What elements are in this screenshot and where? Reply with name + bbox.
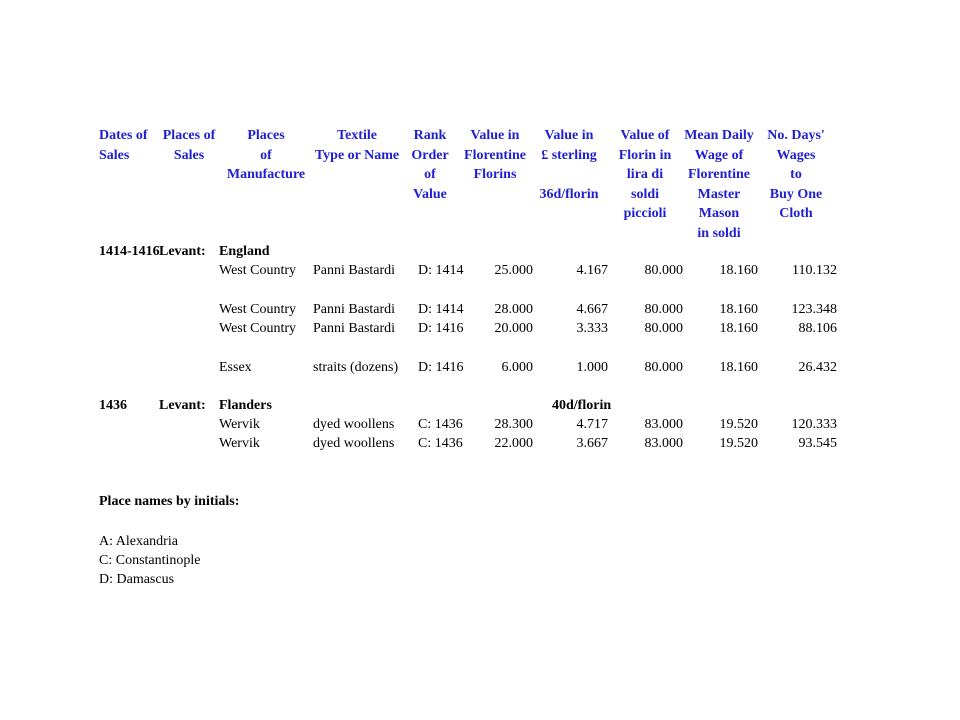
header-places-of-manufacture: Places of Manufacture (226, 128, 306, 182)
group1-origin: England (219, 244, 270, 259)
cell-manufacture: Wervik (219, 436, 260, 451)
cell-wage: 18.160 (719, 321, 758, 336)
cell-sterling: 3.667 (576, 436, 608, 451)
cell-manufacture: West Country (219, 321, 297, 336)
header-value-florentine-florins: Value in Florentine Florins (464, 128, 526, 182)
cell-wage: 19.520 (719, 417, 758, 432)
header-days-wages: No. Days' Wages to Buy One Cloth (767, 128, 825, 221)
header-dates-of-sales: Dates of Sales (99, 128, 148, 163)
cell-lira: 83.000 (644, 436, 683, 451)
header-value-of-florin: Value of Florin in lira di soldi piccioli (618, 128, 672, 221)
cell-days: 26.432 (798, 360, 837, 375)
cell-days: 110.132 (792, 263, 837, 278)
cell-sterling: 4.167 (576, 263, 608, 278)
legend-title: Place names by initials: (99, 494, 240, 509)
cell-textile: dyed woollens (313, 417, 395, 432)
cell-rank: D: 1414 (418, 263, 464, 278)
legend-item: C: Constantinople (99, 553, 201, 568)
cell-textile: dyed woollens (313, 436, 395, 451)
cell-lira: 83.000 (644, 417, 683, 432)
cell-lira: 80.000 (644, 302, 683, 317)
cell-sterling: 3.333 (576, 321, 608, 336)
group2-rate-note: 40d/florin (552, 398, 612, 413)
cell-days: 88.106 (798, 321, 837, 336)
cell-florins: 28.300 (494, 417, 533, 432)
cell-lira: 80.000 (644, 360, 683, 375)
cell-textile: Panni Bastardi (313, 321, 396, 336)
cell-textile: Panni Bastardi (313, 263, 396, 278)
header-value-sterling: Value in £ sterling 36d/florin (539, 128, 599, 202)
cell-days: 120.333 (791, 417, 837, 432)
cell-sterling: 4.717 (576, 417, 608, 432)
cell-sterling: 4.667 (576, 302, 608, 317)
header-mean-daily-wage: Mean Daily Wage of Florentine Master Mason in soldi (684, 128, 754, 241)
cell-sterling: 1.000 (576, 360, 608, 375)
cell-wage: 19.520 (719, 436, 758, 451)
cell-lira: 80.000 (644, 263, 683, 278)
cell-wage: 18.160 (719, 360, 758, 375)
cell-textile: straits (dozens) (313, 360, 399, 375)
cell-days: 93.545 (798, 436, 837, 451)
cell-rank: C: 1436 (418, 417, 463, 432)
cell-rank: D: 1416 (418, 321, 464, 336)
group1-date: 1414-1416 (99, 244, 160, 259)
cell-florins: 6.000 (501, 360, 533, 375)
header-places-of-sales: Places of Sales (162, 128, 216, 163)
cell-manufacture: West Country (219, 302, 297, 317)
header-textile-type: Textile Type or Name (314, 128, 400, 163)
cell-rank: D: 1414 (418, 302, 464, 317)
cell-days: 123.348 (791, 302, 837, 317)
cell-lira: 80.000 (644, 321, 683, 336)
cell-florins: 28.000 (494, 302, 533, 317)
cell-manufacture: Essex (219, 360, 252, 375)
cell-florins: 25.000 (494, 263, 533, 278)
cell-manufacture: West Country (219, 263, 297, 278)
group2-origin: Flanders (219, 398, 272, 413)
cell-textile: Panni Bastardi (313, 302, 396, 317)
header-rank-order: Rank Order of Value (411, 128, 449, 202)
cell-wage: 18.160 (719, 302, 758, 317)
cell-manufacture: Wervik (219, 417, 260, 432)
cell-wage: 18.160 (719, 263, 758, 278)
cell-florins: 22.000 (494, 436, 533, 451)
legend-item: D: Damascus (99, 572, 175, 587)
group2-place: Levant: (159, 398, 206, 413)
cell-rank: C: 1436 (418, 436, 463, 451)
cell-rank: D: 1416 (418, 360, 464, 375)
cell-florins: 20.000 (494, 321, 533, 336)
group2-date: 1436 (99, 398, 127, 413)
group1-place: Levant: (159, 244, 206, 259)
legend-item: A: Alexandria (99, 534, 178, 549)
